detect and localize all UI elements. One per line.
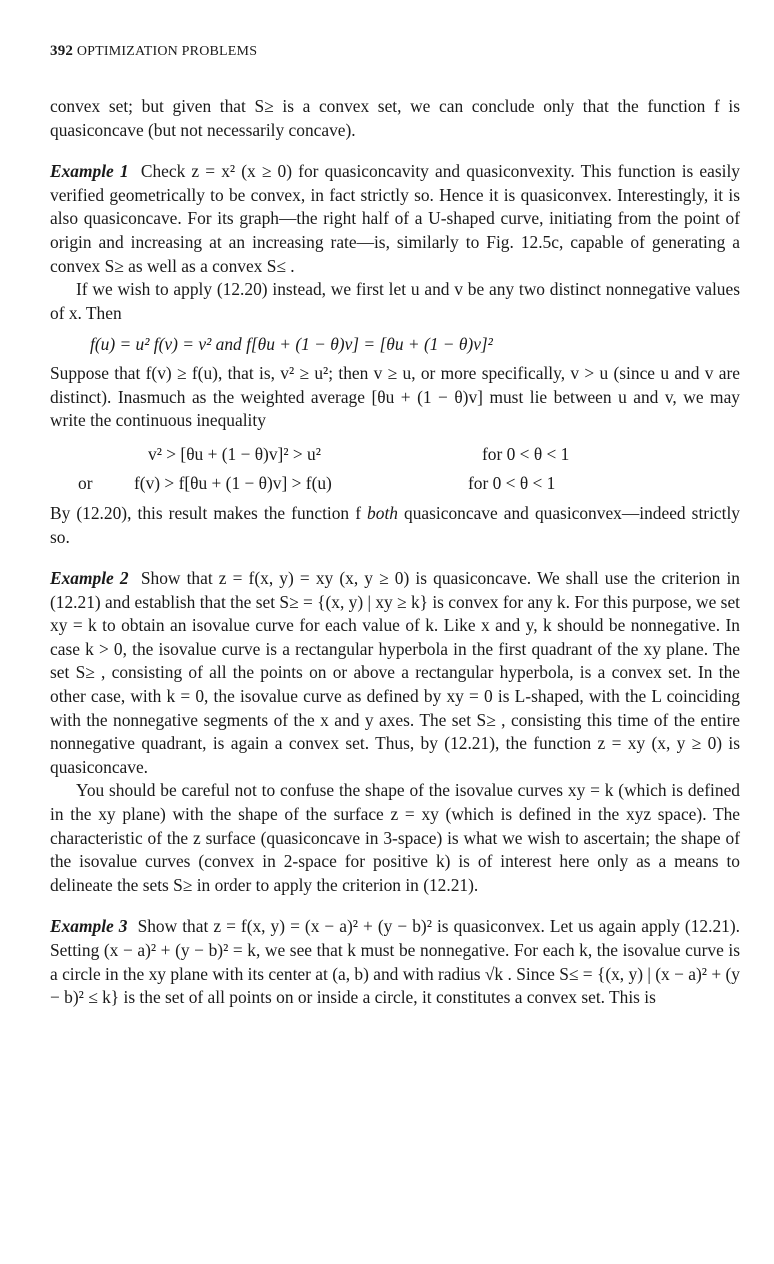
example-2-label: Example 2 bbox=[50, 568, 129, 589]
inequality-lead bbox=[50, 443, 134, 467]
inequality-line-2 bbox=[50, 472, 740, 496]
page-number: 392 bbox=[50, 43, 74, 59]
example-2-paragraph-2: You should be careful not to confuse the shape of the isovalue curves xy = k (which is defined in the xy plane) with the shape of the surface z = xy (which is defined in the xyz space). The characteristic of the z surface (quasiconcave in 3-space) is what we wish to ascertain; the shape of the isovalue curves (convex in 2-space for positive k) is of interest here only as a means to delineate the sets S≥ in order to apply the criterion in (12.21). bbox=[50, 780, 740, 895]
inequality-lead: or bbox=[78, 473, 93, 494]
inequality-expression: f(v) > f[θu + (1 − θ)v] > f(u) bbox=[134, 473, 332, 494]
example-2-text: Show that z = f(x, y) = xy (x, y ≥ 0) is quasiconcave. We shall use the criterion in (12.21) and establish that the set S≥ = {(x, y) | xy ≥ k} is convex for any k. For this purpose, we set xy = k to obtain an isovalue curve for each value of k. Like x and y, k should be nonnegative. In case k > 0, the isovalue curve is a rectangular hyperbola in the first quadrant of the xy plane. The set S≥ , consisting of all the points on or above a rectangular hyperbola, is a convex set. In the other case, with k = 0, the isovalue curve as defined by xy = 0 is L-shaped, with the L coinciding with the nonnegative segments of the x and y axes. The set S≥ , consisting this time of the entire nonnegative quadrant, is again a convex set. Thus, by (12.21), the function z = xy (x, y ≥ 0) is quasiconcave. bbox=[50, 568, 741, 777]
page-body bbox=[50, 95, 740, 1010]
example-1-paragraph-2: If we wish to apply (12.20) instead, we first let u and v be any two distinct nonnegative values of x. Then bbox=[50, 279, 740, 323]
inequality-condition: for 0 < θ < 1 bbox=[482, 443, 570, 464]
example-2-paragraph bbox=[50, 567, 740, 779]
inequality-expression: v² > [θu + (1 − θ)v]² > u² bbox=[148, 443, 321, 464]
inequality-condition: for 0 < θ < 1 bbox=[468, 473, 556, 494]
display-equation bbox=[50, 333, 740, 357]
example-1-label: Example 1 bbox=[50, 161, 129, 182]
example-3-label: Example 3 bbox=[50, 916, 128, 937]
example-3-text: Show that z = f(x, y) = (x − a)² + (y − b)² is quasiconvex. Let us again apply (12.21). Setting (x − a)² + (y − b)² = k, we see that k must be nonnegative. For each k, the isovalue curve is a circle in the xy plane with its center at (a, b) and with radius √k . Since S≤ = {(x, y) | (x − a)² + (y − b)² ≤ k} is the set of all points on or inside a circle, it constitutes a convex set. This is bbox=[50, 916, 740, 1008]
emphasis-both: both bbox=[367, 502, 398, 523]
example-3-paragraph bbox=[50, 915, 740, 1009]
text-run: By (12.20), this result makes the function f bbox=[50, 502, 368, 523]
example-1-paragraph bbox=[50, 160, 740, 278]
text-run: quasiconcave and quasiconvex—indeed strictly so. bbox=[50, 502, 740, 547]
continuation-paragraph: convex set; but given that S≥ is a convex set, we can conclude only that the function f is quasiconcave (but not necessarily concave). bbox=[50, 96, 740, 140]
example-1-text: Check z = x² (x ≥ 0) for quasiconcavity and quasiconvexity. This function is easily verified geometrically to be convex, in fact strictly so. Hence it is quasiconvex. Interestingly, it is also quasiconcave. For its graph—the right half of a U-shaped curve, initiating from the point of origin and increasing at an increasing rate—is, similarly to Fig. 12.5c, capable of generating a convex S≥ as well as a convex S≤ . bbox=[50, 161, 740, 276]
example-1-paragraph-3: Suppose that f(v) ≥ f(u), that is, v² ≥ u²; then v ≥ u, or more specifically, v > u (since u and v are distinct). Inasmuch as the weighted average [θu + (1 − θ)v] must lie between u and v, we may write the continuous inequality bbox=[50, 362, 740, 431]
example-1-paragraph-4 bbox=[50, 502, 740, 549]
running-header bbox=[50, 40, 257, 64]
equation-text: f(u) = u² f(v) = v² and f[θu + (1 − θ)v] = [θu + (1 − θ)v]² bbox=[90, 334, 493, 355]
running-title: OPTIMIZATION PROBLEMS bbox=[76, 44, 258, 59]
inequality-line-1 bbox=[50, 443, 740, 467]
